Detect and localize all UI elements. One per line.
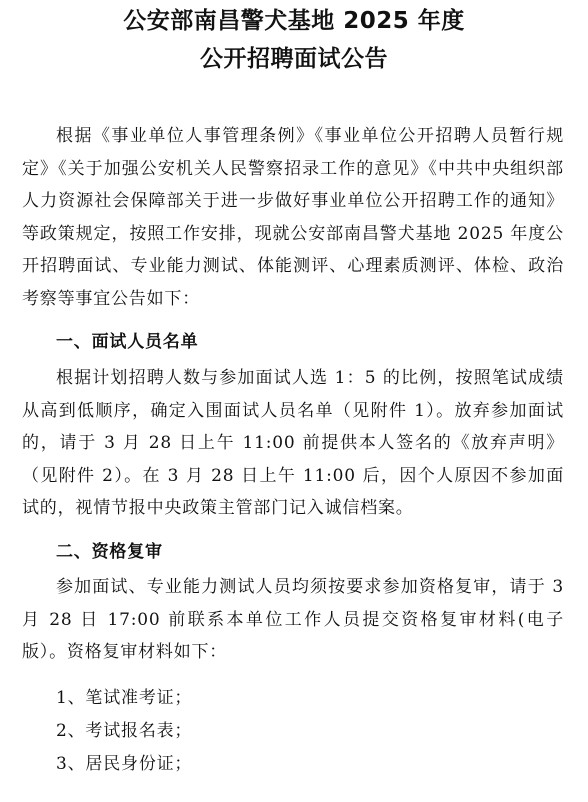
list-item: 3、居民身份证； xyxy=(56,754,193,774)
list-item: 2、考试报名表； xyxy=(56,721,193,741)
document-title-line2: 公开招聘面试公告 xyxy=(200,46,388,72)
document-title-line1: 公安部南昌警犬基地 2025 年度 xyxy=(123,8,465,34)
intro-paragraph: 根据《事业单位人事管理条例》《事业单位公开招聘人员暂行规定》《关于加强公安机关人民警察招录工作的意见》《中共中央组织部 人力资源社会保障部关于进一步做好事业单位公开招聘工作的通知》等政策规定，按照工作安排，现就公安部南昌警犬基地 2025 年度公开招聘面试、专业能力测试、体能测评、心理素质测评、体检、政治考察等事宜公告如下： xyxy=(22,126,564,309)
section1-heading: 一、面试人员名单 xyxy=(56,332,199,352)
section1-paragraph: 根据计划招聘人数与参加面试人选 1：5 的比例，按照笔试成绩从高到低顺序，确定入围面试人员名单（见附件 1）。放弃参加面试的，请于 3 月 28 日上午 11:00 前提供本人签名的《放弃声明》（见附件 2）。在 3 月 28 日上午 11:00 后，因个人原因不参加面试的，视情节报中央政策主管部门记入诚信档案。 xyxy=(22,368,564,519)
section2-heading: 二、资格复审 xyxy=(56,542,163,562)
list-item: 1、笔试准考证； xyxy=(56,688,193,708)
section2-paragraph: 参加面试、专业能力测试人员均须按要求参加资格复审，请于 3 月 28 日 17:00 前联系本单位工作人员提交资格复审材料(电子版）。资格复审材料如下： xyxy=(22,577,564,663)
